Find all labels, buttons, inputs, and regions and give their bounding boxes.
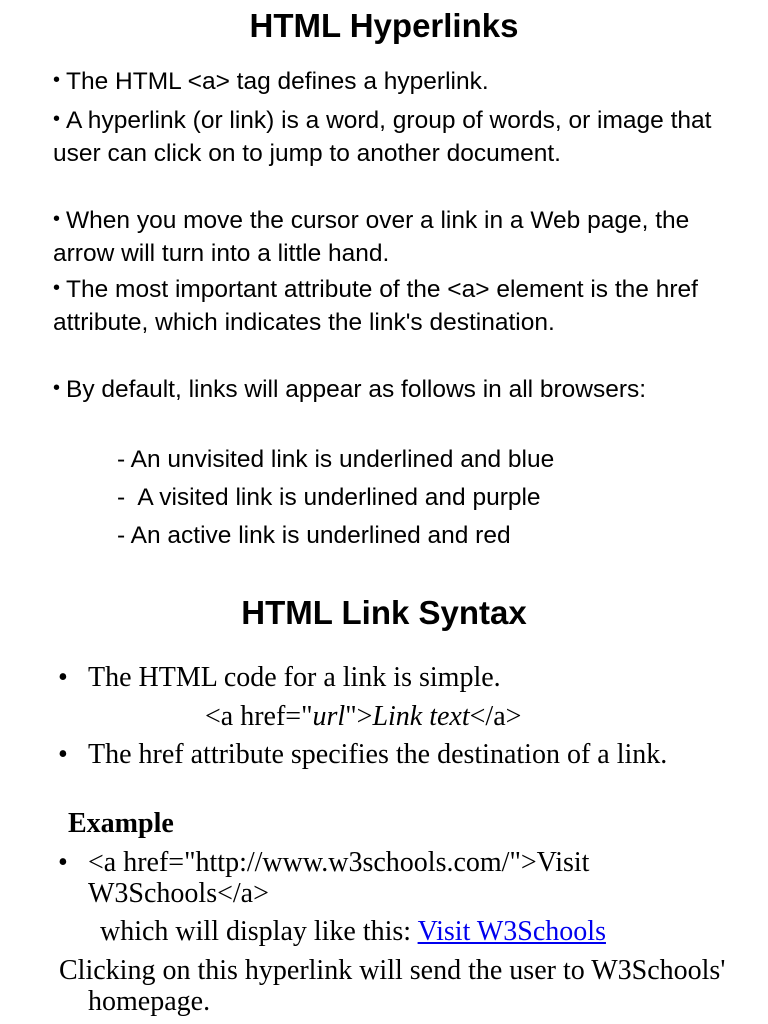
bullet-item	[53, 274, 753, 338]
code-url: url	[312, 701, 346, 732]
link-syntax-code	[205, 701, 521, 732]
link-style-item-unvisited: - An unvisited link is underlined and blue	[117, 446, 555, 473]
bullet-text: The href attribute specifies the destination of a link.	[88, 739, 668, 770]
bullet-text: The HTML <a> tag defines a hyperlink.	[66, 68, 489, 95]
code-mid: ">	[345, 701, 373, 732]
section-title-link-syntax: HTML Link Syntax	[241, 594, 527, 631]
closing-text: Clicking on this hyperlink will send the user to W3Schools' homepage.	[59, 955, 726, 1017]
visit-w3schools-link[interactable]: Visit W3Schools	[417, 916, 606, 947]
bullet-icon: •	[53, 377, 61, 399]
bullet-icon: •	[58, 662, 68, 693]
bullet-item	[53, 374, 673, 407]
bullet-text: A hyperlink (or link) is a word, group of words, or image that user can click on to jump to another document.	[53, 107, 712, 167]
bullet-item	[58, 662, 738, 693]
link-style-item-active: - An active link is underlined and red	[117, 522, 511, 549]
bullet-item	[53, 105, 753, 169]
bullet-item	[58, 847, 688, 909]
bullet-text: The HTML code for a link is simple.	[88, 662, 501, 693]
bullet-item	[58, 739, 698, 770]
bullet-text: By default, links will appear as follows in all browsers:	[66, 376, 647, 403]
bullet-item	[53, 205, 753, 269]
section-title-hyperlinks: HTML Hyperlinks	[249, 7, 519, 44]
code-suffix: </a>	[469, 701, 522, 732]
link-style-item-visited: - A visited link is underlined and purple	[117, 484, 541, 511]
bullet-icon: •	[53, 208, 61, 230]
bullet-icon: •	[53, 69, 61, 91]
bullet-text: The most important attribute of the <a> element is the href attribute, which indicates the link's destination.	[53, 276, 698, 336]
bullet-item	[53, 66, 753, 99]
bullet-icon: •	[53, 108, 61, 130]
display-example	[100, 916, 606, 947]
bullet-icon: •	[53, 277, 61, 299]
bullet-text: When you move the cursor over a link in a Web page, the arrow will turn into a little hand.	[53, 207, 690, 267]
display-prefix: which will display like this:	[100, 916, 418, 947]
bullet-icon: •	[58, 847, 68, 878]
bullet-icon: •	[58, 739, 68, 770]
code-prefix: <a href="	[205, 701, 313, 732]
example-code: <a href="http://www.w3schools.com/">Visit W3Schools</a>	[88, 847, 590, 909]
code-link-text: Link text	[372, 701, 470, 732]
example-heading: Example	[68, 808, 174, 839]
